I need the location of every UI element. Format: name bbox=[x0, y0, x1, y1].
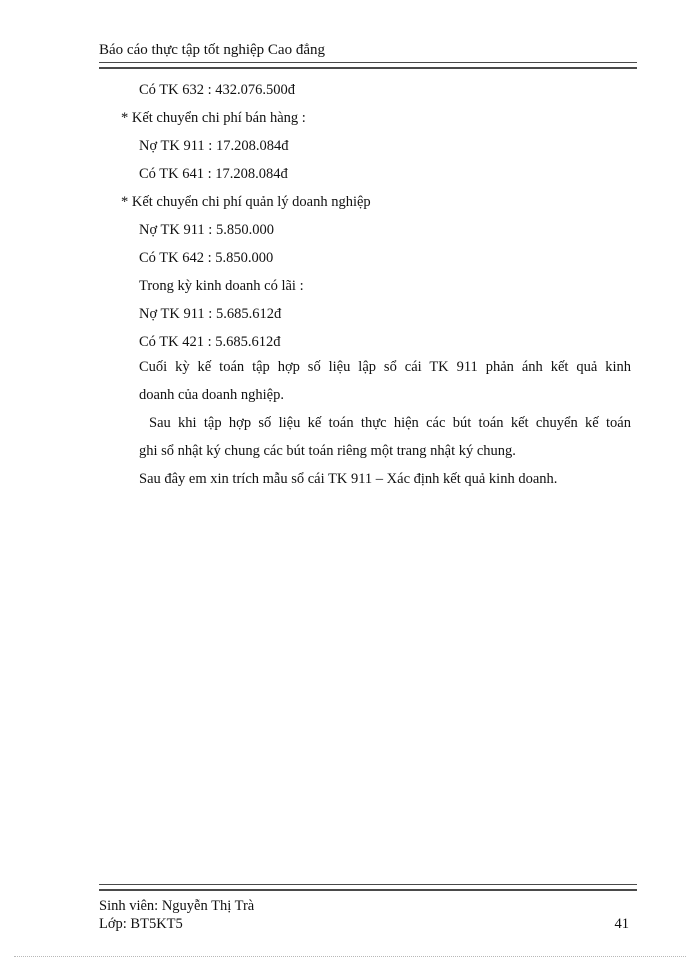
page-number: 41 bbox=[614, 916, 629, 932]
body-line-8: Trong kỳ kinh doanh có lãi : bbox=[139, 278, 304, 294]
body-line-4: Có TK 641 : 17.208.084đ bbox=[139, 166, 288, 182]
page-footer bbox=[99, 884, 637, 933]
body-line-1: Có TK 632 : 432.076.500đ bbox=[139, 82, 296, 98]
header-title: Báo cáo thực tập tốt nghiệp Cao đẳng bbox=[99, 42, 325, 58]
body-line-6: Nợ TK 911 : 5.850.000 bbox=[139, 222, 274, 238]
body-line-11: Cuối kỳ kế toán tập hợp số liệu lập sổ cái TK 911 phản ánh kết quả kinh bbox=[139, 359, 631, 375]
body-line-9: Nợ TK 911 : 5.685.612đ bbox=[139, 306, 282, 322]
body-line-14: ghi sổ nhật ký chung các bút toán riêng một trang nhật ký chung. bbox=[139, 443, 516, 459]
body-line-10: Có TK 421 : 5.685.612đ bbox=[139, 334, 281, 350]
footer-divider bbox=[99, 884, 637, 891]
body-line-5: * Kết chuyển chi phí quản lý doanh nghiệp bbox=[121, 194, 371, 210]
body-line-15: Sau đây em xin trích mẫu sổ cái TK 911 – Xác định kết quả kinh doanh. bbox=[139, 471, 558, 487]
body-line-2: * Kết chuyển chi phí bán hàng : bbox=[121, 110, 306, 126]
page-edge bbox=[14, 956, 686, 957]
footer-class: Lớp: BT5KT5 bbox=[99, 916, 183, 932]
footer-student: Sinh viên: Nguyễn Thị Trà bbox=[99, 898, 255, 914]
body-line-12: doanh của doanh nghiệp. bbox=[139, 387, 284, 403]
body-line-13: Sau khi tập hợp số liệu kế toán thực hiện các bút toán kết chuyển kế toán bbox=[149, 415, 631, 431]
footer-class-row bbox=[99, 915, 637, 933]
body-line-3: Nợ TK 911 : 17.208.084đ bbox=[139, 138, 289, 154]
body-line-7: Có TK 642 : 5.850.000 bbox=[139, 250, 274, 266]
